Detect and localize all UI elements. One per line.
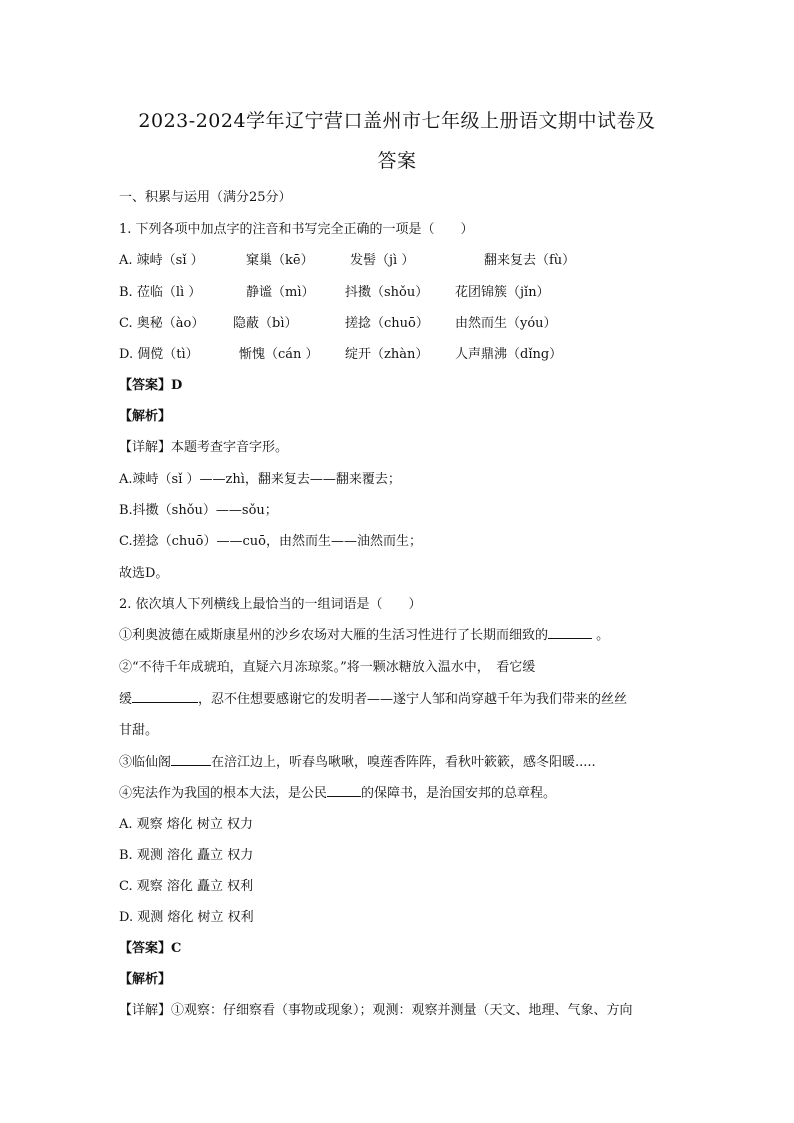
q2-sentence-2-line3: 甘甜。 bbox=[119, 723, 159, 738]
document-title-line2: 答案 bbox=[377, 150, 417, 172]
q1-option-a-item2: 窠巢（kē） bbox=[246, 253, 314, 268]
q1-detail-line-c: C.搓捻（chuō）——cuō，由然而生——油然而生； bbox=[119, 534, 422, 549]
q2-detail: 【详解】①观察：仔细察看（事物或现象）；观测：观察并测量（天文、地理、气象、方向 bbox=[119, 1003, 633, 1018]
q2-option-b: B. 观测 溶化 矗立 权力 bbox=[119, 848, 254, 863]
q1-option-c-item4: 由然而生（yóu） bbox=[455, 316, 557, 331]
q2-option-a: A. 观察 熔化 树立 权力 bbox=[119, 817, 254, 832]
blank-line bbox=[327, 784, 361, 797]
q1-detail: 【详解】本题考查字音字形。 bbox=[119, 440, 289, 455]
q1-option-c-item2: 隐蔽（bì） bbox=[233, 316, 298, 331]
q2-sentence-3-start: ③临仙阁 bbox=[119, 755, 172, 770]
section-heading: 一、积累与运用（满分25分） bbox=[119, 190, 292, 205]
q1-conclusion: 故选D。 bbox=[119, 566, 169, 581]
q1-option-d-item2: 惭愧（cán ） bbox=[239, 347, 319, 362]
q2-option-d: D. 观测 熔化 树立 权利 bbox=[119, 910, 254, 925]
q2-sentence-1-end: 。 bbox=[596, 628, 610, 643]
q2-sentence-2-cont: ，忍不住想要感谢它的发明者——遂宁人邹和尚穿越千年为我们带来的丝丝 bbox=[198, 692, 628, 707]
q2-sentence-3-cont: 在涪江边上，听春鸟啾啾，嗅莲香阵阵，看秋叶簌簌，感冬阳暖..... bbox=[211, 755, 596, 770]
q2-sentence-1-text: ①利奥波德在威斯康星州的沙乡农场对大雁的生活习性进行了长期而细致的 bbox=[119, 628, 549, 643]
q1-option-c-item3: 搓捻（chuō） bbox=[345, 316, 429, 331]
q1-analysis-heading: 【解析】 bbox=[119, 409, 172, 424]
q2-answer: 【答案】C bbox=[119, 941, 182, 956]
q2-sentence-2-start: 缓 bbox=[119, 692, 133, 707]
q1-option-b-item3: 抖擞（shǒu） bbox=[345, 285, 429, 300]
q1-option-d-item4: 人声鼎沸（dǐng） bbox=[455, 347, 563, 362]
q1-option-b-item2: 静谧（mì） bbox=[246, 285, 315, 300]
q1-option-a-item4: 翻来复去（fù） bbox=[484, 253, 576, 268]
blank-line bbox=[171, 753, 211, 766]
q1-option-a-item3: 发髻（jì ） bbox=[350, 253, 415, 268]
q1-option-d-item3: 绽开（zhàn） bbox=[345, 347, 429, 362]
q1-detail-line-a: A.竦峙（sǐ ）——zhì，翻来复去——翻来覆去； bbox=[119, 472, 401, 487]
blank-line bbox=[132, 690, 198, 703]
q1-option-d-item1: D. 倜傥（tì） bbox=[119, 347, 199, 362]
question-2-stem: 2. 依次填人下列横线上最恰当的一组词语是（ ） bbox=[119, 597, 422, 612]
q1-answer: 【答案】D bbox=[119, 378, 183, 393]
q1-option-a-item1: A. 竦峙（sǐ ） bbox=[119, 253, 204, 268]
q1-option-c-item1: C. 奥秘（ào） bbox=[119, 316, 205, 331]
q1-option-b-item1: B. 莅临（lì ） bbox=[119, 285, 202, 300]
document-title-line1: 2023-2024学年辽宁营口盖州市七年级上册语文期中试卷及 bbox=[138, 110, 656, 132]
question-1-stem: 1. 下列各项中加点字的注音和书写完全正确的一项是（ ） bbox=[119, 222, 474, 237]
q1-detail-line-b: B.抖擞（shǒu）——sǒu； bbox=[119, 503, 278, 518]
q1-option-b-item4: 花团锦簇（jǐn） bbox=[455, 285, 550, 300]
q2-sentence-4 bbox=[119, 782, 556, 801]
q2-sentence-2-line1: ②“不待千年成琥珀，直疑六月冻琼浆。”将一颗冰糖放入温水中， 看它缓 bbox=[119, 660, 536, 675]
q2-option-c: C. 观察 溶化 矗立 权利 bbox=[119, 879, 254, 894]
blank-line bbox=[548, 626, 592, 639]
q2-analysis-heading: 【解析】 bbox=[119, 972, 172, 987]
q2-sentence-2-line2 bbox=[119, 688, 627, 707]
q2-sentence-3 bbox=[119, 751, 596, 770]
q2-sentence-1 bbox=[119, 624, 609, 643]
q2-sentence-4-start: ④宪法作为我国的根本大法，是公民 bbox=[119, 786, 328, 801]
q2-sentence-4-cont: 的保障书，是治国安邦的总章程。 bbox=[361, 786, 557, 801]
